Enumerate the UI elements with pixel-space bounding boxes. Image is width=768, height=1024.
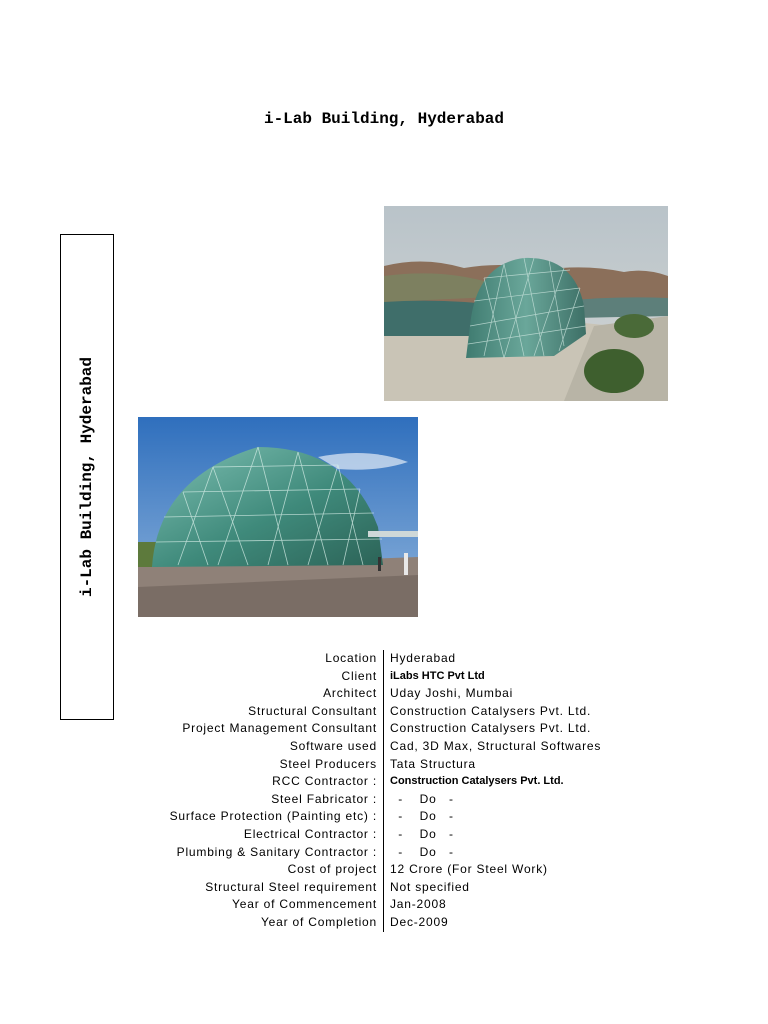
spec-label: RCC Contractor :	[272, 774, 377, 789]
spec-row	[150, 703, 601, 721]
spec-row	[150, 738, 601, 756]
spec-row	[150, 826, 601, 844]
spec-row	[150, 896, 601, 914]
spec-label: Cost of project	[287, 862, 377, 877]
spec-label: Project Management Consultant	[182, 721, 377, 736]
spec-row	[150, 668, 601, 686]
ground-level-building-photo	[138, 417, 418, 617]
spec-row	[150, 808, 601, 826]
spec-value: Jan-2008	[384, 896, 602, 914]
spec-label: Steel Fabricator :	[271, 791, 377, 806]
project-specs-table	[150, 650, 601, 932]
side-title-text: i-Lab Building, Hyderabad	[78, 356, 96, 598]
spec-label: Steel Producers	[279, 756, 377, 771]
spec-value: - Do -	[384, 826, 602, 844]
aerial-building-photo	[384, 206, 668, 401]
page-title: i-Lab Building, Hyderabad	[263, 110, 505, 128]
spec-row	[150, 879, 601, 897]
spec-label: Architect	[323, 686, 377, 701]
spec-value: Tata Structura	[384, 756, 602, 774]
spec-value: - Do -	[384, 791, 602, 809]
spec-value: iLabs HTC Pvt Ltd	[384, 668, 602, 686]
spec-value: Construction Catalysers Pvt. Ltd.	[384, 703, 602, 721]
spec-label: Year of Completion	[260, 914, 377, 929]
spec-label: Year of Commencement	[232, 897, 377, 912]
spec-value: Cad, 3D Max, Structural Softwares	[384, 738, 602, 756]
spec-label: Electrical Contractor :	[243, 826, 377, 841]
spec-label: Location	[325, 651, 377, 665]
spec-value: - Do -	[384, 808, 602, 826]
spec-value: Uday Joshi, Mumbai	[384, 685, 602, 703]
side-title-box	[60, 234, 114, 720]
spec-row	[150, 773, 601, 791]
spec-row	[150, 914, 601, 932]
spec-row	[150, 685, 601, 703]
spec-row	[150, 720, 601, 738]
spec-value: Dec-2009	[384, 914, 602, 932]
spec-label: Plumbing & Sanitary Contractor :	[176, 844, 377, 859]
spec-value: - Do -	[384, 844, 602, 862]
spec-label: Surface Protection (Painting etc) :	[169, 809, 377, 824]
spec-label: Structural Steel requirement	[205, 879, 377, 894]
spec-value: 12 Crore (For Steel Work)	[384, 861, 602, 879]
spec-row	[150, 791, 601, 809]
spec-value: Construction Catalysers Pvt. Ltd.	[384, 773, 602, 791]
spec-value: Not specified	[384, 879, 602, 897]
spec-value: Construction Catalysers Pvt. Ltd.	[384, 720, 602, 738]
spec-row	[150, 756, 601, 774]
spec-label: Client	[341, 668, 377, 683]
spec-row	[150, 844, 601, 862]
spec-value: Hyderabad	[384, 650, 602, 668]
spec-label: Structural Consultant	[248, 703, 377, 718]
spec-row	[150, 861, 601, 879]
spec-row	[150, 650, 601, 668]
spec-label: Software used	[289, 738, 377, 753]
